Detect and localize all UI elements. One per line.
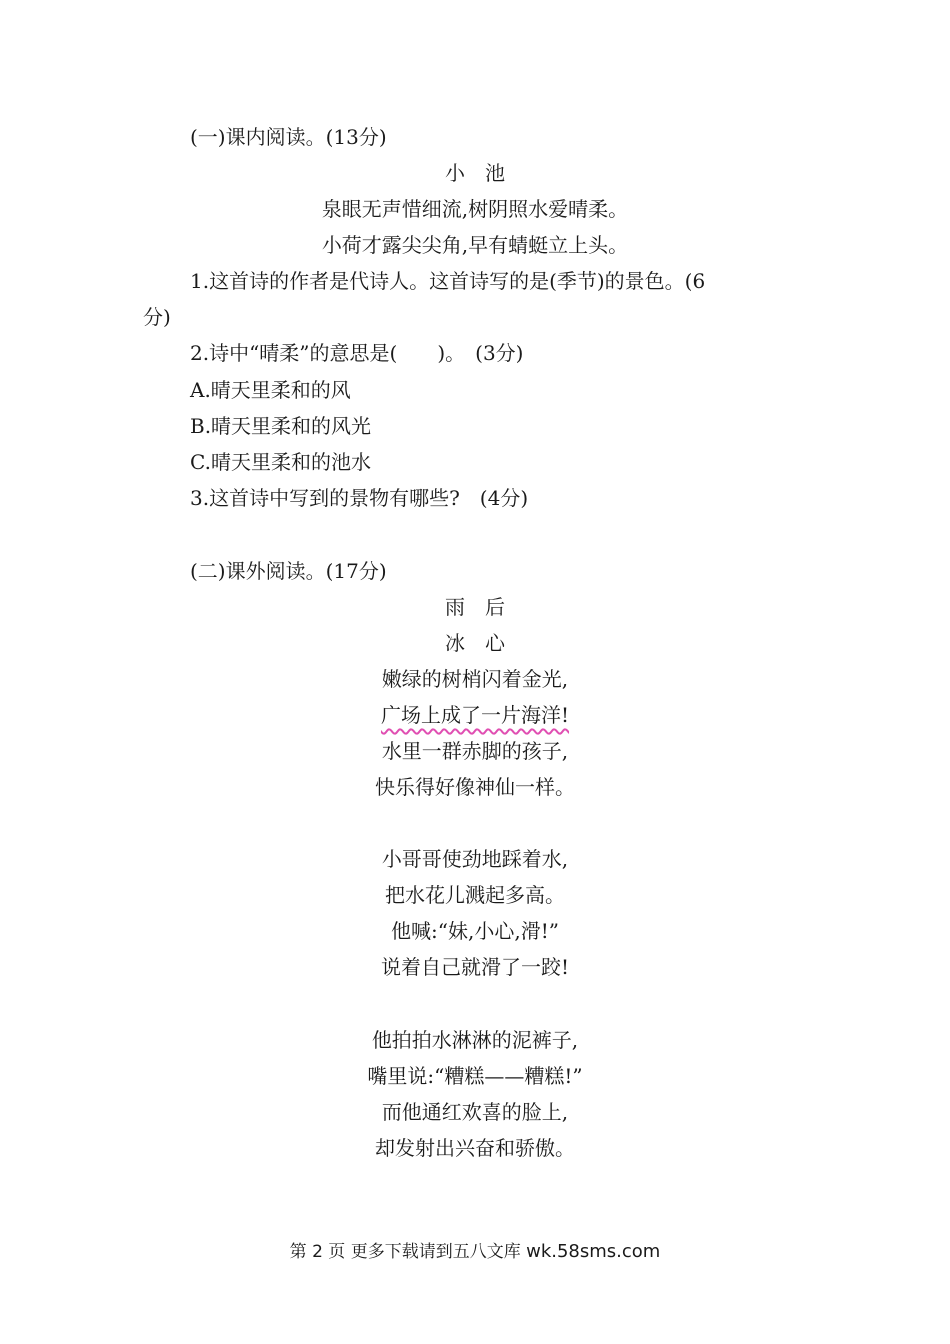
page-footer bbox=[0, 1240, 950, 1264]
footer-prefix: 第 bbox=[289, 1242, 307, 1262]
option-b: B.晴天里柔和的风光 bbox=[190, 414, 372, 438]
poem-line: 小荷才露尖尖角,早有蜻蜓立上头。 bbox=[321, 233, 629, 257]
section2-heading: (二)课外阅读。(17分) bbox=[190, 559, 387, 583]
wavy-underlined-text: 广场上成了一片海洋! bbox=[380, 703, 570, 727]
poem-author: 冰 心 bbox=[445, 631, 505, 655]
poem-line: 把水花儿溅起多高。 bbox=[385, 883, 565, 907]
footer-text: 页 更多下载请到五八文库 bbox=[328, 1242, 521, 1262]
poem-line: 嫩绿的树梢闪着金光, bbox=[381, 667, 569, 691]
question-1-continued: 分) bbox=[143, 305, 171, 329]
page-number: 2 bbox=[312, 1242, 323, 1262]
poem-title-yuhou: 雨 后 bbox=[445, 595, 505, 619]
poem-title-xiaochi: 小 池 bbox=[445, 161, 505, 185]
footer-site: wk.58sms.com bbox=[526, 1241, 661, 1262]
question-1: 1.这首诗的作者是代诗人。这首诗写的是(季节)的景色。(6 bbox=[190, 269, 706, 293]
option-a: A.晴天里柔和的风 bbox=[190, 378, 351, 402]
poem-line: 说着自己就滑了一跤! bbox=[380, 955, 570, 979]
poem-line: 他喊:“妹,小心,滑!” bbox=[391, 919, 559, 943]
poem-line: 水里一群赤脚的孩子, bbox=[381, 739, 569, 763]
poem-line: 嘴里说:“糟糕——糟糕!” bbox=[367, 1064, 583, 1088]
poem-line: 却发射出兴奋和骄傲。 bbox=[375, 1136, 575, 1160]
poem-line: 快乐得好像神仙一样。 bbox=[375, 775, 575, 799]
poem-line: 他拍拍水淋淋的泥裤子, bbox=[371, 1028, 579, 1052]
question-3: 3.这首诗中写到的景物有哪些? (4分) bbox=[190, 486, 529, 510]
poem-line: 小哥哥使劲地踩着水, bbox=[381, 847, 569, 871]
section1-heading: (一)课内阅读。(13分) bbox=[190, 125, 387, 149]
poem-line: 泉眼无声惜细流,树阴照水爱晴柔。 bbox=[321, 197, 629, 221]
poem-line: 而他通红欢喜的脸上, bbox=[381, 1100, 569, 1124]
question-2: 2.诗中“晴柔”的意思是( )。 (3分) bbox=[190, 341, 524, 365]
poem-line-underlined bbox=[0, 701, 950, 729]
option-c: C.晴天里柔和的池水 bbox=[190, 450, 371, 474]
